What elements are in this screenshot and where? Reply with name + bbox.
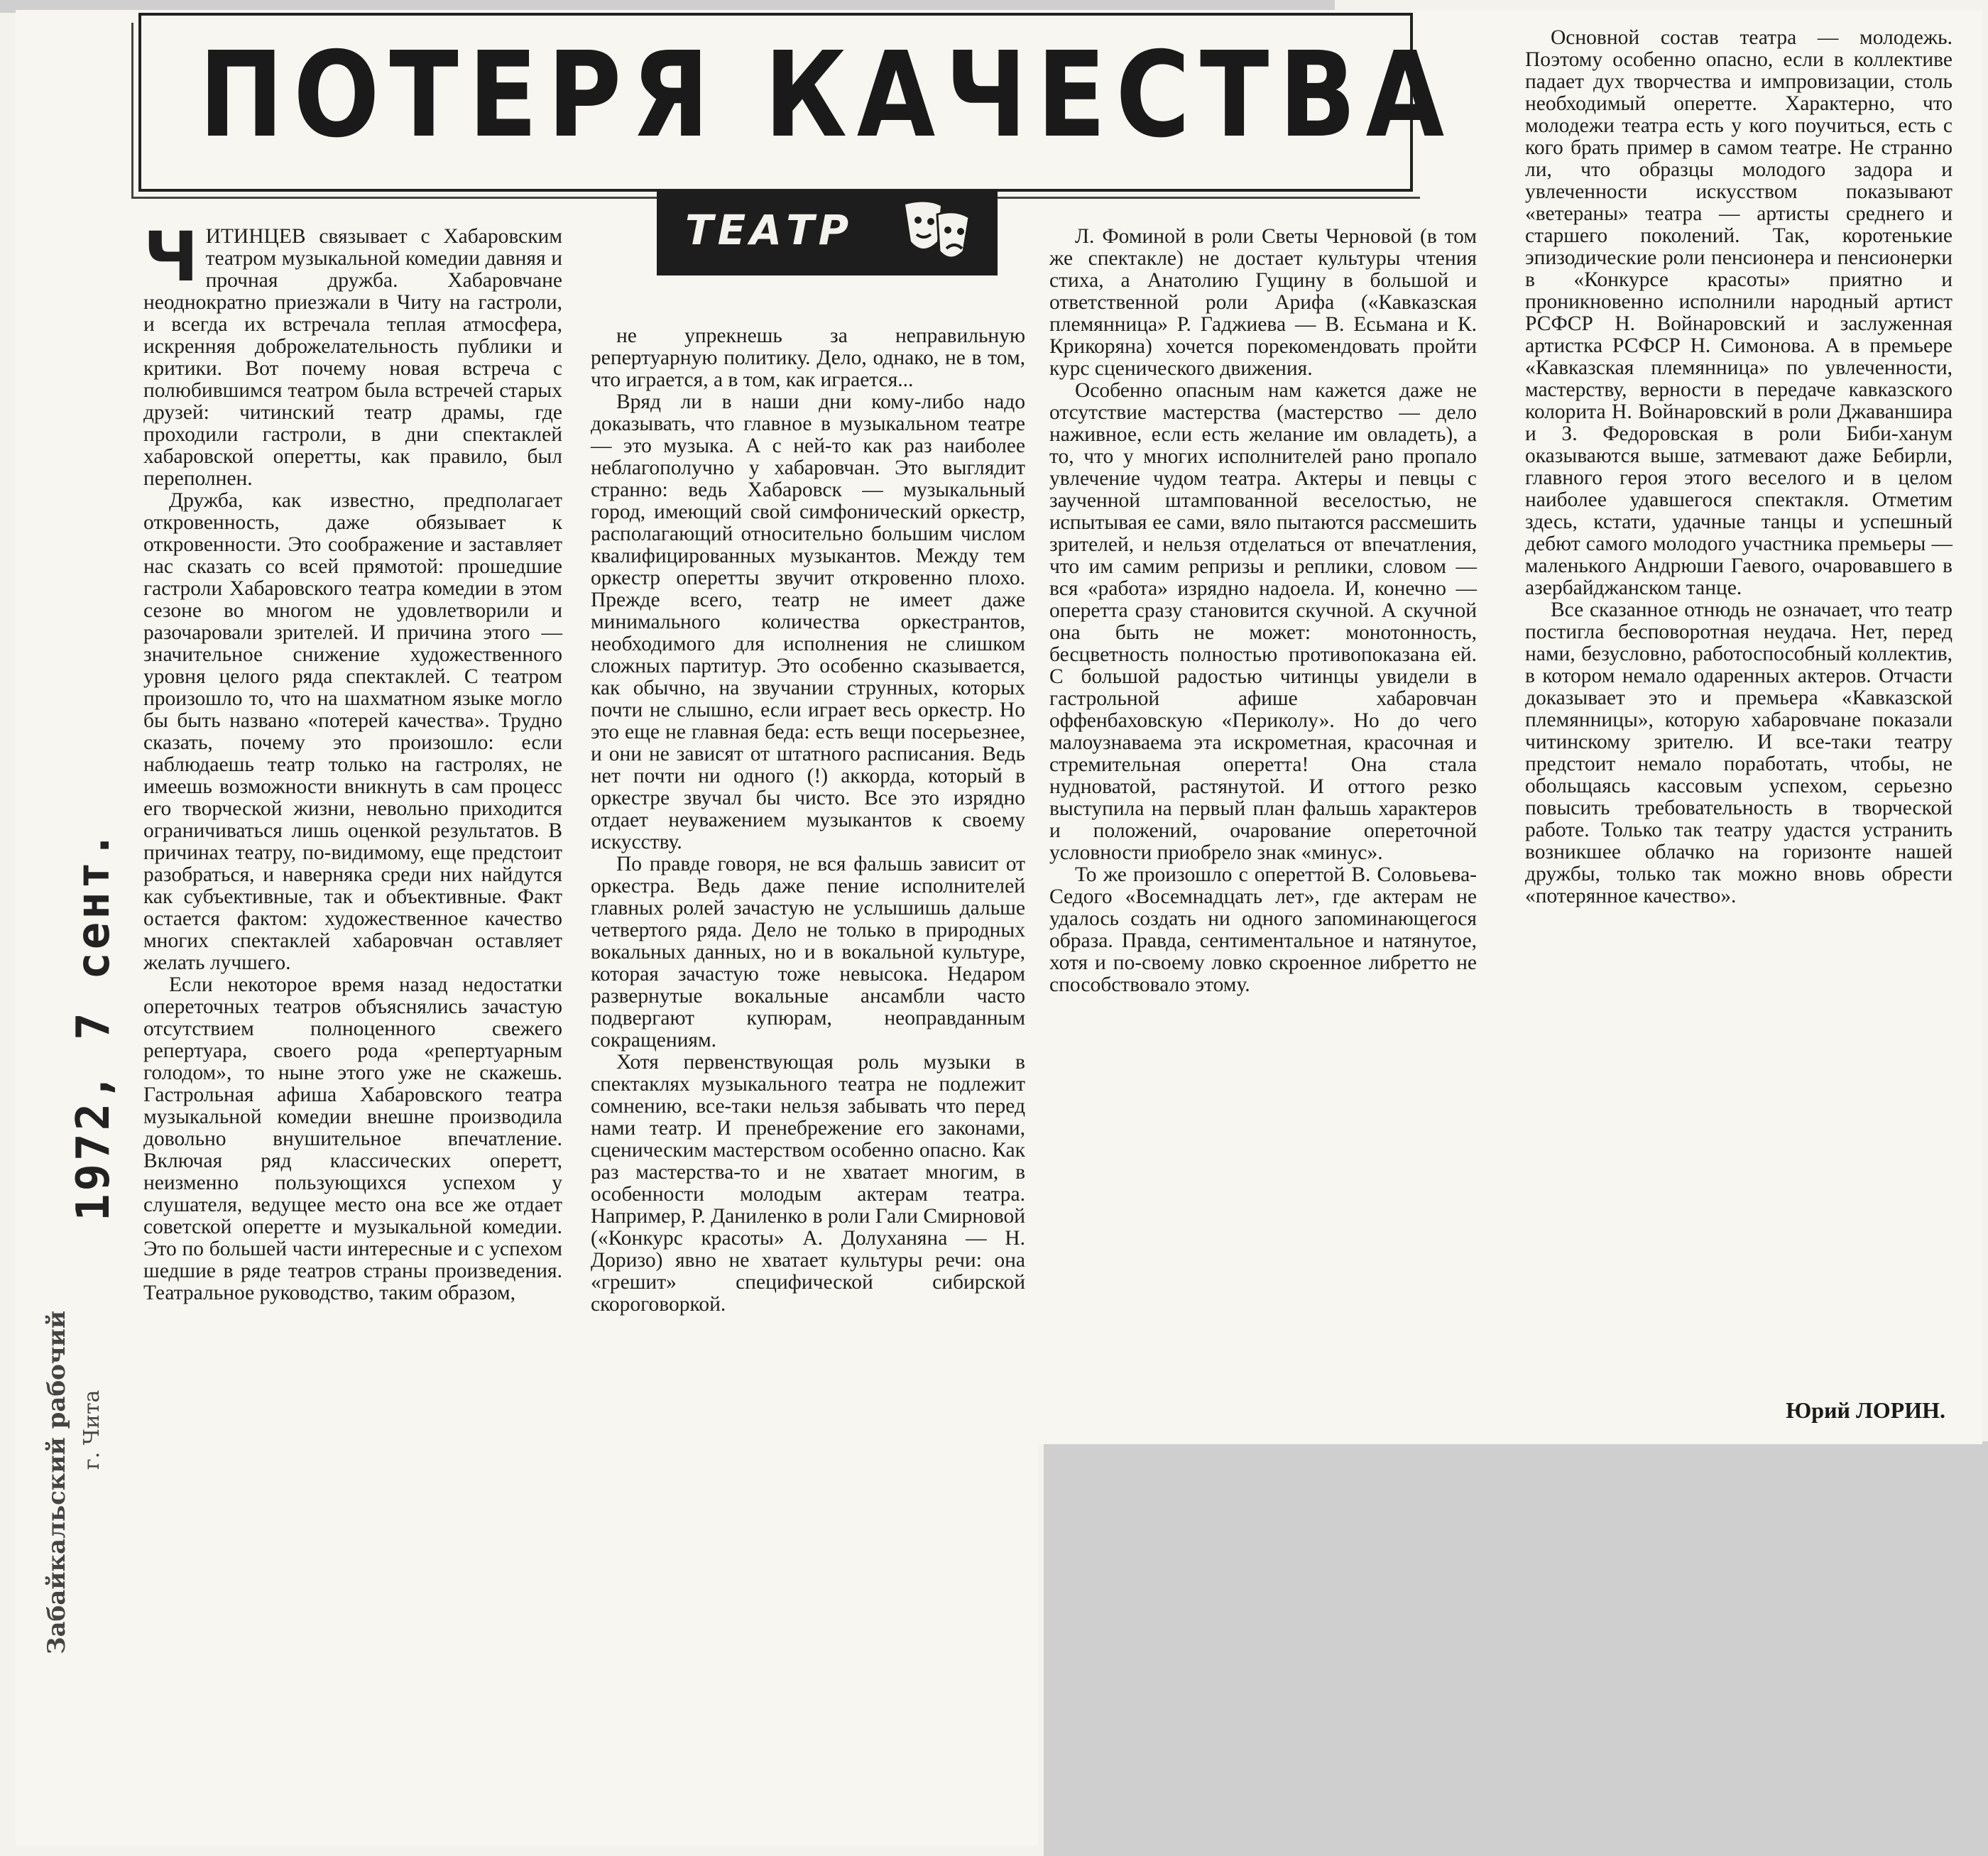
- paragraph: По правде говоря, не вся фальшь зависит от оркестра. Ведь даже пение исполнителей главных ролей зачастую не услышишь дальше четвертого ряда. Дело не только в природных вокальных данных, но и в вокальной культуре, которая зачастую тоже невысока. Недаром развернутые вокальные ансамбли часто подвергают купюрам, неоправданным сокращениям.: [591, 853, 1025, 1052]
- lead-paragraph-text: ИТИНЦЕВ связывает с Хабаровским театром музыкальной комедии давняя и прочная дружба. Хабаровчане неоднократно приезжали в Читу на гастроли, и всегда их встречала теплая атмосфера, искренняя доброжелательность публики и критики. Вот почему новая встреча с полюбившимся театром была встречей старых друзей: читинский театр драмы, где проходили гастроли, в дни спектаклей хабаровской оперетты, как правило, был переполнен.: [143, 225, 562, 490]
- article-column-1: [143, 217, 562, 1304]
- paragraph: не упрекнешь за неправильную репертуарную политику. Дело, однако, не в том, что играется, а в том, как играется...: [591, 324, 1025, 391]
- paragraph: Вряд ли в наши дни кому-либо надо доказывать, что главное в музыкальном театре — это музыка. А с ней-то как раз наиболее неблагополучно у хабаровчан. Это выглядит странно: ведь Хабаровск — музыкальный город, имеющий свой симфонический оркестр, располагающий относительно большим числом квалифицированных музыкантов. Между тем оркестр оперетты звучит откровенно плохо. Прежде всего, театр не имеет даже минимального количества оркестрантов, необходимого для исполнения не слишком сложных партитур. Это особенно сказывается, как обычно, на звучании струнных, которых почти не слышно, если играет весь оркестр. Но это еще не главная беда: есть вещи посерьезнее, и они не зависят от штатного расписания. Ведь нет почти ни одного (!) аккорда, который в оркестре звучал бы чисто. Все это изрядно отдает неуважением музыкантов к своему искусству.: [591, 391, 1025, 853]
- publication-city: г. Чита: [80, 1390, 104, 1470]
- paragraph: Л. Фоминой в роли Светы Черновой (в том же спектакле) не достает культуры чтения стиха, а Анатолию Гущину в большой и ответственной роли Арифа («Кавказская племянница» Р. Гаджиева — В. Есьмана и К. Крикоряна) хочется порекомендовать пройти курс сценического движения.: [1049, 225, 1477, 380]
- drop-cap: Ч: [143, 217, 199, 297]
- article-column-4: [1525, 27, 1952, 907]
- section-label-text: ТЕАТР: [685, 206, 853, 254]
- paragraph: То же произошло с опереттой В. Соловьева-Седого «Восемнадцать лет», где актерам не удалось создать ни одного запоминающегося образа. Правда, сентиментальное и натянутое, хотя и по-своему ловко скроенное либретто не способствовало этому.: [1049, 863, 1477, 996]
- paragraph: Основной состав театра — молодежь. Поэтому особенно опасно, если в коллективе падает дух творчества и импровизации, столь необходимый оперетте. Характерно, что молодежи театра есть у кого поучиться, есть с кого брать пример в самом театре. Не странно ли, что образцы молодого задора и увлеченности искусством показывают «ветераны» театра — артисты среднего и старшего поколений. Так, коротенькие эпизодические роли пенсионера и пенсионерки в «Конкурсе красоты» приятно и проникновенно исполнили народный артист РСФСР Н. Войнаровский и заслуженная артистка РСФСР Н. Симонова. А в премьере «Кавказская племянница» по увлеченности, мастерству, верности в передаче кавказского колорита Н. Войнаровский в роли Джаваншира и З. Федоровская в роли Биби-ханум оказываются выше, затмевают даже Бебирли, главного героя этого веселого и в целом наиболее удавшегося спектакля. Отметим здесь, кстати, удачные танцы и успешный дебют самого молодого участника премьеры — маленького Андрюши Гаевого, очаровавшего в азербайджанском танце.: [1525, 26, 1952, 599]
- handwritten-date: 1972, 7 сент.: [67, 829, 120, 1221]
- theatre-masks-icon: [898, 199, 976, 267]
- paragraph: Дружба, как известно, предполагает откровенность, даже обязывает к откровенности. Это соображение и заставляет нас сказать со всей прямотой: прошедшие гастроли Хабаровского театра комедии в этом сезоне во многом не удовлетворили и разочаровали зрителей. И причина этого — значительное снижение художественного уровня целого ряда спектаклей. С театром произошло то, что на шахматном языке могло бы быть названо «потерей качества». Трудно сказать, почему это произошло: если наблюдаешь театр только на гастролях, не имеешь возможности вникнуть в сам процесс его творческой жизни, невольно приходится ограничиваться лишь оценкой результатов. В причинах театру, по-видимому, еще предстоит разобраться, и наверняка среди них найдутся как субъективные, так и объективные. Факт остается фактом: художественное качество многих спектаклей хабаровчан оставляет желать лучшего.: [143, 489, 562, 974]
- lead-paragraph: [143, 217, 562, 490]
- paragraph: Особенно опасным нам кажется даже не отсутствие мастерства (мастерство — дело наживное, если есть желание им овладеть), а то, что у многих исполнителей рано пропало увлечение чудом театра. Актеры и певцы с заученной штампованной веселостью, не испытывая ее сами, вяло пытаются рассмешить зрителей, и нельзя отделаться от впечатления, что им самим репризы и реплики, словом — вся «работа» изрядно надоела. И, конечно — оперетта сразу становится скучной. А скучной она быть не может: монотонность, бесцветность полностью противопоказана ей. С большой радостью читинцы увидели в гастрольной афише хабаровчан оффенбаховскую «Периколу». Но до чего малоузнаваема эта искрометная, красочная и стремительная оперетта! Она стала нудноватой, растянутой. И оттого резко выступила на первый план фальшь характеров и положений, очарование опереточной условности приобрело знак «минус».: [1049, 379, 1477, 864]
- author-signature: Юрий ЛОРИН.: [1786, 1397, 1945, 1423]
- clipping-lower-part: [16, 1349, 1038, 1846]
- article-title: ПОТЕРЯ КАЧЕСТВА: [199, 27, 1454, 164]
- article-column-2: [591, 325, 1025, 1316]
- gray-background-bottom: [1044, 1441, 1988, 1856]
- publication-name: Забайкальский рабочий: [43, 1310, 71, 1654]
- paragraph: Если некоторое время назад недостатки опереточных театров объяснялись зачастую отсутствием полноценного свежего репертуара, своего рода «репертуарным голодом», то ныне этого уже не скажешь. Гастрольная афиша Хабаровского театра музыкальной комедии внешне производила довольно внушительное впечатление. Включая ряд классических оперетт, неизменно пользующихся успехом у слушателя, ведущее место она все же отдает советской оперетте и музыкальной комедии. Это по большей части интересные и с успехом шедшие в ряде театров страны произведения. Театральное руководство, таким образом,: [143, 973, 562, 1304]
- section-label: [657, 190, 998, 275]
- article-column-3: [1049, 226, 1477, 996]
- paragraph: Все сказанное отнюдь не означает, что театр постигла бесповоротная неудача. Нет, перед нами, безусловно, работоспособный коллектив, в котором немало одаренных актеров. Отчасти доказывает это и премьера «Кавказской племянницы», которую хабаровчане показали читинскому зрителю. И все-таки театру предстоит немало поработать, чтобы, не обольщаясь кассовым успехом, серьезно повысить требовательность в творческой работе. Только так театру удастся устранить возникшее облачко на горизонте нашей дружбы, только так можно вновь обрести «потерянное качество».: [1525, 599, 1952, 907]
- paragraph: Хотя первенствующая роль музыки в спектаклях музыкального театра не подлежит сомнению, все-таки нельзя забывать что перед нами театр. И пренебрежение его законами, сценическим мастерством особенно опасно. Как раз мастерства-то и не хватает многим, в особенности молодым актерам театра. Например, Р. Даниленко в роли Гали Смирновой («Конкурс красоты» А. Долуханяна — Н. Доризо) явно не хватает культуры речи: она «грешит» специфической сибирской скороговоркой.: [591, 1051, 1025, 1316]
